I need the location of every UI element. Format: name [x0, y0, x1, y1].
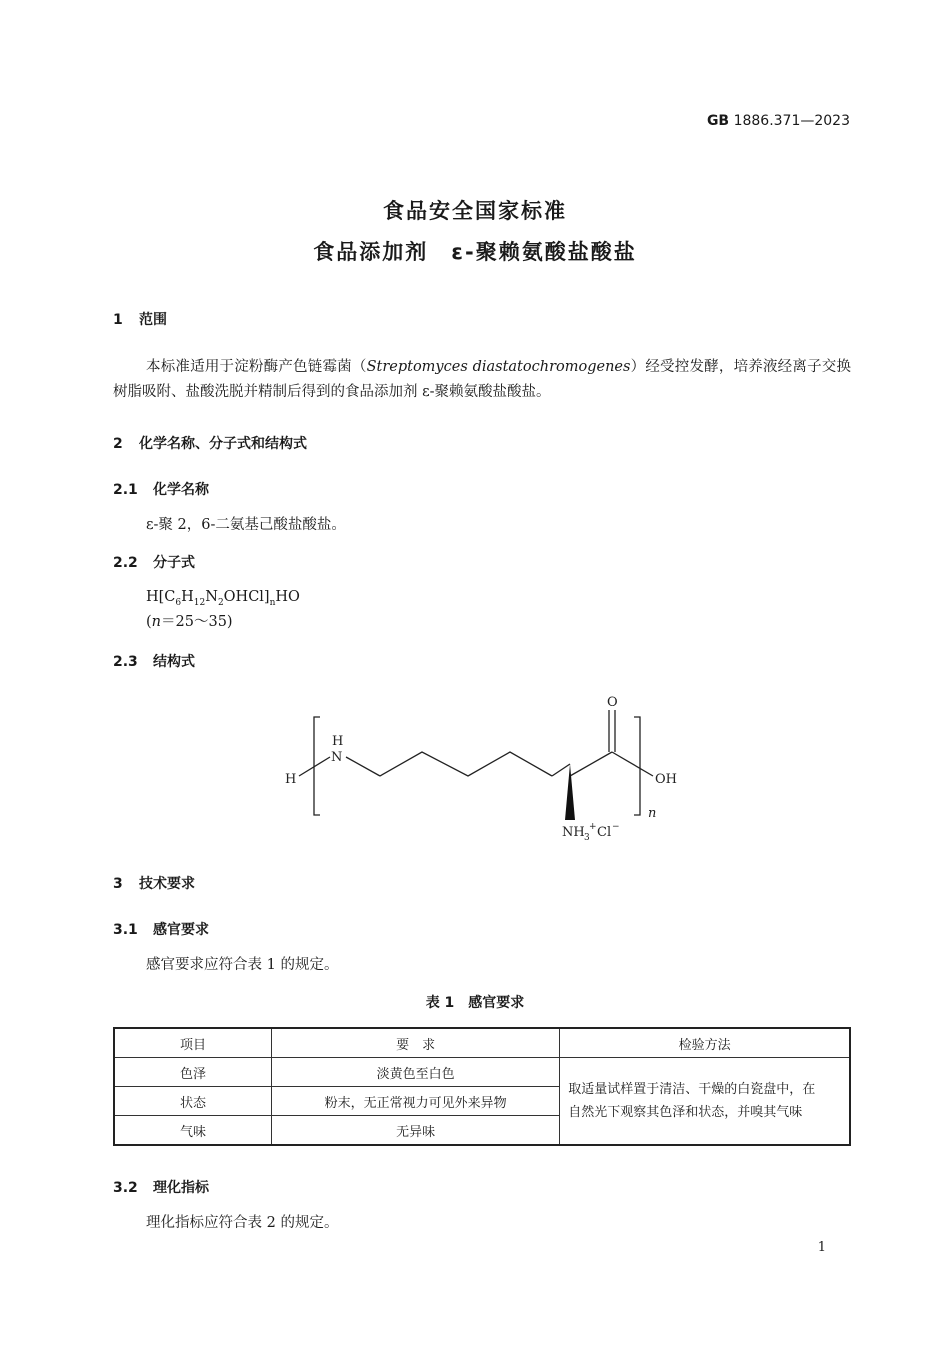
section-title: 化学名称、分子式和结构式 [139, 436, 307, 452]
range-paren: ( [146, 614, 152, 630]
physchem-intro: 理化指标应符合表 2 的规定。 [146, 1215, 339, 1231]
table-cell-requirement: 淡黄色至白色 [272, 1058, 560, 1087]
repeat-n: n [648, 806, 657, 821]
formula-subscript: 6 [175, 597, 182, 608]
atom-h-left: H [285, 772, 297, 787]
section-title: 理化指标 [153, 1180, 209, 1196]
standard-number: 1886.371—2023 [733, 113, 850, 129]
formula-part: H[C [146, 589, 176, 605]
table-cell-requirement: 无异味 [272, 1116, 560, 1146]
bond-carbonyl-oh [612, 752, 653, 776]
sensory-intro: 感官要求应符合表 1 的规定。 [146, 957, 339, 973]
section-title: 感官要求 [153, 922, 209, 938]
formula-part: N [205, 589, 218, 605]
table-cell-requirement: 粉末，无正常视力可见外来异物 [272, 1087, 560, 1116]
table-header-cell: 项目 [114, 1028, 272, 1058]
section-title: 结构式 [153, 654, 195, 670]
atom-o: O [607, 695, 618, 710]
formula-part: H [181, 589, 194, 605]
method-line-2: 自然光下观察其色泽和状态，并嗅其气味 [568, 1105, 803, 1120]
scope-text-b: ）经受控发酵，培养液经离子交换树脂吸附、盐酸洗脱并精制后得到的食品添加剂 ε-聚赖氨酸盐酸盐。 [113, 359, 851, 400]
section-number: 3.1 [113, 922, 138, 938]
title-line-2-part-b: ε-聚赖氨酸盐酸盐 [451, 240, 637, 264]
wedge-bond [565, 764, 575, 820]
method-line-1: 取适量试样置于清洁、干燥的白瓷盘中，在 [568, 1082, 816, 1097]
charge-plus: + [589, 822, 597, 832]
group-oh: OH [655, 772, 677, 787]
section-number: 2.1 [113, 482, 138, 498]
section-3-2-heading [113, 1177, 209, 1197]
section-title: 范围 [139, 312, 167, 328]
charge-minus: − [612, 822, 620, 832]
section-number: 3.2 [113, 1180, 138, 1196]
carbon-chain [380, 752, 552, 776]
section-3-heading [113, 873, 195, 893]
table-header-cell: 检验方法 [560, 1028, 850, 1058]
table-cell-item: 气味 [114, 1116, 272, 1146]
section-number: 2 [113, 436, 123, 452]
scope-text-a: 本标准适用于淀粉酶产色链霉菌（ [146, 359, 367, 375]
standard-prefix: GB [706, 113, 730, 129]
section-number: 2.3 [113, 654, 138, 670]
title-line-2-part-a: 食品添加剂 [313, 240, 429, 264]
bond-n-c1 [346, 757, 380, 776]
bond-calpha-carbonyl [570, 752, 612, 776]
atom-h-top: H [332, 734, 344, 749]
section-title: 化学名称 [153, 482, 209, 498]
formula-part: HO [275, 589, 300, 605]
title-line-1: 食品安全国家标准 [383, 199, 567, 223]
scope-latin-name: Streptomyces diastatochromogenes [366, 359, 631, 375]
formula-subscript: 2 [217, 597, 224, 608]
table-cell-method [560, 1058, 850, 1146]
section-number: 1 [113, 312, 123, 328]
table-row [114, 1058, 850, 1087]
section-3-1-heading [113, 919, 209, 939]
section-title: 技术要求 [139, 876, 195, 892]
group-nh3: NH [562, 825, 585, 840]
nh3-subscript: 3 [584, 833, 590, 843]
table-cell-item: 色泽 [114, 1058, 272, 1087]
section-number: 3 [113, 876, 123, 892]
sensory-table [113, 1027, 851, 1146]
formula-subscript: 12 [193, 597, 206, 608]
page-number: 1 [817, 1240, 826, 1255]
range-values: ＝25～35) [161, 614, 233, 630]
chemical-name: ε-聚 2，6-二氨基己酸盐酸盐。 [146, 517, 346, 533]
table-header-row [114, 1028, 850, 1058]
bond-c5-calpha [552, 764, 570, 776]
section-title: 分子式 [153, 555, 195, 571]
chloride: Cl [597, 825, 612, 840]
table-cell-item: 状态 [114, 1087, 272, 1116]
atom-n: N [331, 750, 343, 765]
range-variable: n [151, 614, 162, 630]
formula-part: OHCl] [223, 589, 270, 605]
formula-subscript: n [269, 597, 276, 608]
table-header-cell: 要 求 [272, 1028, 560, 1058]
section-number: 2.2 [113, 555, 138, 571]
table-1-caption: 表 1 感官要求 [425, 995, 525, 1011]
